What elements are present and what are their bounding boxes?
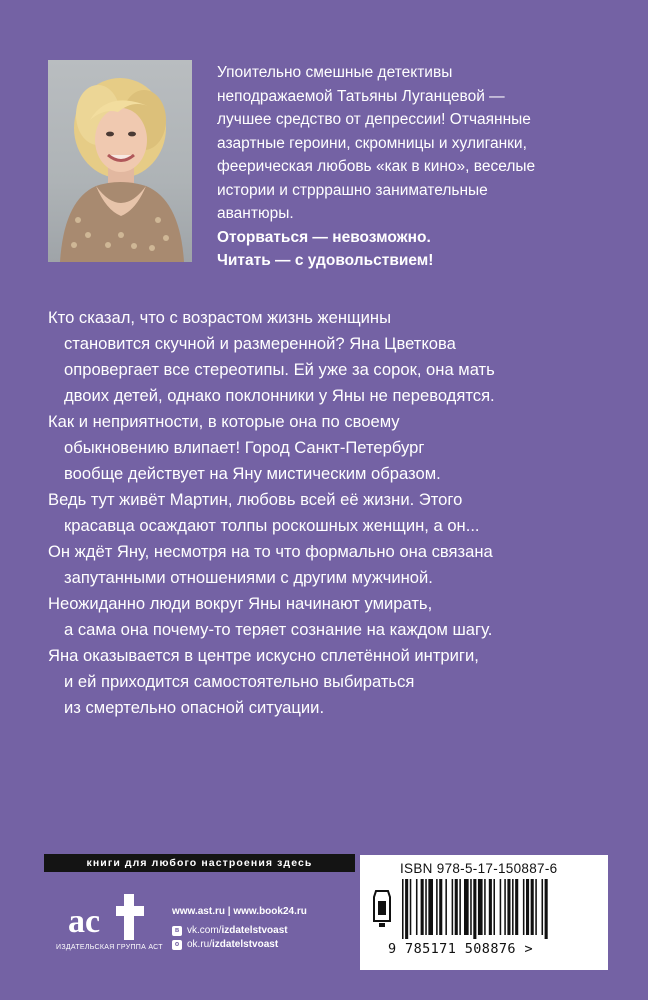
barcode-bar <box>416 879 418 935</box>
barcode-bar <box>402 879 404 939</box>
barcode-bar <box>445 879 447 935</box>
intro-line: азартные героини, скромницы и хулиганки, <box>217 134 527 152</box>
tagline-bar: книги для любого настроения здесь <box>44 854 355 872</box>
intro-line: Упоительно смешные детективы <box>217 64 453 81</box>
barcode-bar <box>459 879 461 935</box>
age-rating-lantern-icon <box>372 887 392 929</box>
intro-bold-line: Читать — с удовольствием! <box>217 252 434 269</box>
intro-line: феерическая любовь «как в кино», веселые <box>217 158 536 175</box>
barcode-digits: 9 785171 508876 > <box>388 941 533 957</box>
barcode-bar <box>507 879 510 935</box>
intro-line: неподражаемой Татьяны Луганцевой — <box>217 87 505 105</box>
publisher-links <box>172 906 307 950</box>
synopsis-line: двоих детей, однако поклонники у Яны не переводятся. <box>64 386 495 405</box>
intro-line: истории и стрррашно занимательные <box>217 181 488 199</box>
barcode-bar <box>425 879 427 935</box>
author-portrait-icon <box>48 60 192 262</box>
synopsis-text <box>48 305 608 721</box>
ok-icon: о <box>172 940 182 950</box>
barcode-bar <box>489 879 492 935</box>
websites-link[interactable]: www.ast.ru | www.book24.ru <box>172 906 307 917</box>
synopsis-line: из смертельно опасной ситуации. <box>64 698 325 717</box>
intro-text <box>217 61 577 273</box>
barcode-bar <box>512 879 514 935</box>
barcode-bar <box>428 879 433 935</box>
barcode-bar <box>439 879 442 935</box>
intro-bold-line: Оторваться — невозможно. <box>217 228 431 246</box>
barcode-bar <box>473 879 476 939</box>
vk-icon: в <box>172 926 182 936</box>
barcode-bar <box>436 879 438 935</box>
barcode-bar <box>526 879 529 935</box>
synopsis-line: вообще действует на Яну мистическим образом. <box>64 464 441 483</box>
barcode-bar <box>421 879 424 935</box>
barcode-bar <box>531 879 534 935</box>
intro-line: лучшее средство от депрессии! Отчаянные <box>217 111 531 128</box>
synopsis-line: Он ждёт Яну, несмотря на то что формально она связана <box>48 542 493 561</box>
author-photo <box>48 60 192 262</box>
barcode-bar <box>484 879 486 935</box>
vk-handle: izdatelstvoast <box>221 925 288 936</box>
barcode-bars <box>402 879 598 939</box>
barcode-bar <box>542 879 544 935</box>
synopsis-line: и ей приходится самостоятельно выбираться <box>64 672 415 691</box>
barcode-bar <box>478 879 483 935</box>
logo-letters: ac <box>68 903 101 940</box>
barcode-bar <box>545 879 548 939</box>
ok-handle: izdatelstvoast <box>212 939 279 950</box>
synopsis-line: обыкновению влипает! Город Санкт-Петербург <box>64 438 425 457</box>
synopsis-line: становится скучной и размеренной? Яна Цветкова <box>64 334 456 353</box>
barcode-box <box>360 855 608 970</box>
vk-prefix: vk.com/ <box>187 925 222 936</box>
publisher-caption: ИЗДАТЕЛЬСКАЯ ГРУППА АСТ <box>56 944 163 951</box>
isbn-number: ISBN 978-5-17-150887-6 <box>400 861 558 876</box>
barcode-bar <box>515 879 518 935</box>
synopsis-line: Ведь тут живёт Мартин, любовь всей её жизни. Этого <box>48 490 463 509</box>
barcode-bar <box>504 879 506 935</box>
barcode-bar <box>455 879 458 935</box>
ok-link[interactable] <box>172 939 307 950</box>
barcode-bar <box>410 879 412 935</box>
barcode-bar <box>464 879 469 935</box>
synopsis-line: Неожиданно люди вокруг Яны начинают умирать, <box>48 594 433 613</box>
barcode-bar <box>405 879 408 939</box>
barcode-bar <box>493 879 495 935</box>
synopsis-line: опровергает все стереотипы. Ей уже за сорок, она мать <box>64 360 495 379</box>
barcode-bar <box>470 879 472 935</box>
synopsis-line: запутанными отношениями с другим мужчиной. <box>64 568 433 587</box>
synopsis-line: Яна оказывается в центре искусно сплетённой интриги, <box>48 646 479 665</box>
synopsis-line: красавца осаждают толпы роскошных женщин, а он... <box>64 516 480 535</box>
barcode-bar <box>535 879 537 935</box>
barcode-bar <box>523 879 525 935</box>
ok-prefix: ok.ru/ <box>187 939 213 950</box>
intro-line: авантюры. <box>217 205 294 222</box>
synopsis-line: а сама она почему-то теряет сознание на каждом шагу. <box>64 620 493 639</box>
barcode-bar <box>500 879 502 935</box>
barcode-bar <box>452 879 454 935</box>
synopsis-line: Как и неприятности, в которые она по своему <box>48 412 400 431</box>
synopsis-line: Кто сказал, что с возрастом жизнь женщины <box>48 308 392 327</box>
vk-link[interactable] <box>172 925 307 936</box>
